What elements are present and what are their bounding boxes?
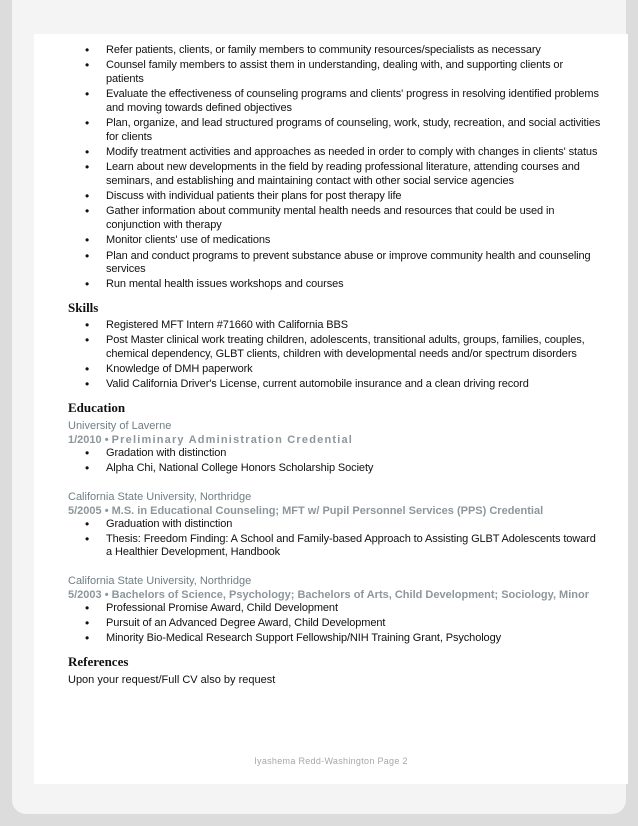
separator: • [101,588,112,601]
school-name: California State University, Northridge [68,490,252,503]
credential-title: Bachelors of Science, Psychology; Bachelors of Arts, Child Development; Sociology, Minor [111,588,589,601]
experience-item: • Run mental health issues workshops and courses [68,278,602,292]
credential-line [68,588,602,602]
school-name: University of Laverne [68,420,172,432]
credential-date: 5/2003 [68,588,102,601]
credential-line [68,433,602,447]
references-heading: References [68,653,129,669]
skill-item: • Knowledge of DMH paperwork [68,363,602,377]
credential-date: 1/2010 [68,434,102,446]
experience-item: • Plan, organize, and lead structured programs of counseling, work, study, recreation, and social activities for clients [68,117,602,144]
education-item: • Alpha Chi, National College Honors Scholarship Society [68,462,602,476]
skill-item: • Registered MFT Intern #71660 with California BBS [68,319,602,333]
experience-item: • Gather information about community mental health needs and resources that could be used in conjunction with therapy [68,205,602,232]
education-item: • Minority Bio-Medical Research Support Fellowship/NIH Training Grant, Psychology [68,632,602,646]
skills-list [68,319,602,392]
spacer [68,562,602,574]
education-entry-csun-bs [68,574,602,646]
experience-item: • Counsel family members to assist them in understanding, dealing with, and supporting clients or patients [68,59,602,86]
document-page [34,34,628,784]
separator: • [101,504,112,517]
education-item-list [68,518,602,560]
experience-item: • Refer patients, clients, or family members to community resources/specialists as necessary [68,44,602,58]
experience-item: • Modify treatment activities and approaches as needed in order to comply with changes in clients' status [68,146,602,160]
credential-date: 5/2005 [68,504,102,517]
credential-title: M.S. in Educational Counseling; MFT w/ Pupil Personnel Services (PPS) Credential [111,504,544,517]
skill-item: • Post Master clinical work treating children, adolescents, transitional adults, groups, families, couples, chemical dependency, GLBT clients, children with developmental needs and/or spectrum disorders [68,334,602,361]
education-heading: Education [68,400,126,415]
education-item: • Thesis: Freedom Finding: A School and Family-based Approach to Assisting GLBT Adolescents toward a Healthier Development, Handbook [68,533,602,560]
education-item-list [68,447,602,476]
education-item: • Graduation with distinction [68,518,602,532]
experience-item: • Evaluate the effectiveness of counseling programs and clients' progress in resolving identified problems and moving towards defined objectives [68,88,602,115]
experience-list [68,44,602,292]
references-text: Upon your request/Full CV also by request [68,673,276,686]
credential-line [68,504,602,518]
education-item: • Professional Promise Award, Child Development [68,602,602,616]
education-item: • Pursuit of an Advanced Degree Award, Child Development [68,617,602,631]
education-item-list [68,602,602,646]
separator: • [101,434,112,446]
education-item: • Gradation with distinction [68,447,602,461]
skills-heading: Skills [68,299,99,315]
page-frame [12,0,626,814]
skill-item: • Valid California Driver's License, current automobile insurance and a clean driving record [68,378,602,392]
experience-item: • Monitor clients' use of medications [68,234,602,248]
credential-title: Preliminary Administration Credential [111,434,354,446]
spacer [68,478,602,490]
education-entry-laverne [68,419,602,476]
page-content [68,44,602,687]
experience-item: • Learn about new developments in the field by reading professional literature, attending courses and seminars, and establishing and maintaining contact with other social service agencies [68,161,602,188]
school-name: California State University, Northridge [68,574,252,587]
page-footer: Iyashema Redd-Washington Page 2 [254,756,408,766]
education-entry-csun-ms [68,490,602,560]
experience-item: • Plan and conduct programs to prevent substance abuse or improve community health and counseling services [68,250,602,277]
experience-item: • Discuss with individual patients their plans for post therapy life [68,190,602,204]
